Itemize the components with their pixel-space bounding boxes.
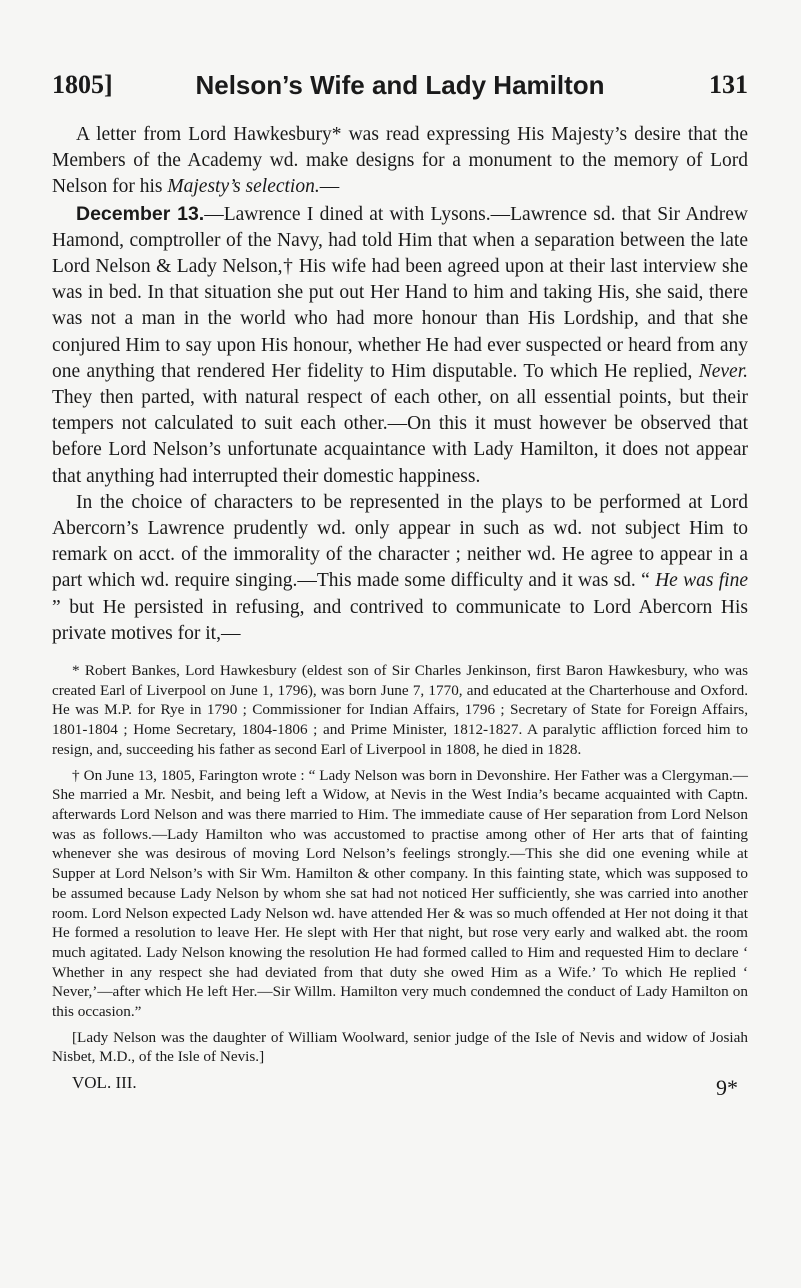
paragraph-3 [52, 490, 748, 647]
header-title: Nelson’s Wife and Lady Hamilton [195, 70, 605, 100]
paragraph-2 [52, 201, 748, 490]
paragraph-3-text: In the choice of characters to be represented in the plays to be performed at Lord Abercorn’s Lawrence prudently wd. only appear in such as wd. not subject Him to remark on acct. of the immorality of the character ; neither wd. He agree to appear in a part which wd. require singing.—This made some difficulty and it was sd. “ [52, 491, 748, 592]
signature-mark: 9* [716, 1075, 738, 1101]
paragraph-3-italic: He was fine [655, 570, 748, 592]
paragraph-1-text: A letter from Lord Hawkesbury* was read expressing His Majesty’s desire that the Members of the Academy wd. make designs for a monument to the memory of Lord Nelson for his [52, 124, 748, 198]
header-year: 1805] [52, 70, 113, 99]
page-footer [52, 1073, 748, 1103]
page-number: 131 [709, 70, 748, 99]
volume-label: VOL. III. [72, 1073, 137, 1093]
paragraph-1 [52, 122, 748, 201]
running-header [52, 70, 748, 110]
footnotes [52, 661, 748, 1067]
paragraph-2-end: They then parted, with natural respect of each other, on all essential points, but their tempers not calculated to suit each other.—On this it must however be observed that before Lord Nelson’s unfortunate acquaintance with Lady Hamilton, it does not appear that anything had interrupted their domestic happiness. [52, 387, 748, 487]
paragraph-1-italic: Majesty’s selection. [167, 176, 320, 198]
paragraph-2-text: —Lawrence I dined at with Lysons.—Lawrence sd. that Sir Andrew Hamond, comptroller of the Navy, had told Him that when a separation between the late Lord Nelson & Lady Nelson,† His wife had been agreed upon at their last interview she was in bed. In that situation she put out Her Hand to him and taking His, she said, there was not a man in the world who had more honour than His Lordship, and that she conjured Him to say upon His honour, whether He had ever suspected or heard from any one anything that rendered Her fidelity to Him disputable. To which He replied, [52, 203, 749, 382]
main-text [52, 122, 748, 647]
footnote-3: [Lady Nelson was the daughter of William Woolward, senior judge of the Isle of Nevis and widow of Josiah Nisbet, M.D., of the Isle of Nevis.] [52, 1028, 748, 1066]
paragraph-3-end: ” but He persisted in refusing, and contrived to communicate to Lord Abercorn His private motives for it,— [52, 596, 748, 644]
paragraph-2-italic: Never. [698, 360, 748, 382]
book-page [52, 70, 748, 1103]
footnote-1: * Robert Bankes, Lord Hawkesbury (eldest son of Sir Charles Jenkinson, first Baron Hawkesbury, who was created Earl of Liverpool on June 1, 1796), was born June 7, 1770, and educated at the Charterhouse and Oxford. He was M.P. for Rye in 1790 ; Commissioner for Indian Affairs, 1796 ; Secretary of State for Foreign Affairs, 1801-1804 ; Home Secretary, 1804-1806 ; and Prime Minister, 1812-1827. A paralytic affliction forced him to resign, and, succeeding his father as second Earl of Liverpool in 1808, he died in 1828. [52, 662, 748, 758]
diary-date: December 13. [76, 202, 205, 225]
paragraph-1-end: — [319, 176, 340, 198]
footnote-2: † On June 13, 1805, Farington wrote : “ Lady Nelson was born in Devonshire. Her Father was a Clergyman.—She married a Mr. Nesbit, and being left a Widow, at Nevis in the West India’s became acquainted with Captn. afterwards Lord Nelson and was there married to Him. The immediate cause of Her separation from Lord Nelson was as follows.—Lady Hamilton who was accustomed to practise among other of Her arts that of fainting whenever she was desirous of moving Lord Nelson’s feelings strongly.—This she did one evening while at Supper at Lord Nelson’s with Sir Wm. Hamilton & other company. In this fainting state, which was supposed to be assumed because Lady Nelson by whom she sat had not noticed Her sufficiently, she was carried into another room. Lord Nelson expected Lady Nelson wd. have attended Her & was so much offended at Her not doing it that He formed a resolution to leave Her. He slept with Her that night, but rose very early and walked abt. the room much agitated. Lady Nelson knowing the resolution He had formed called to Him and requested Him to declare ‘ Whether in any respect she had deviated from that duty she owed Him as a Wife.’ To which He replied ‘ Never,’—after which He left Her.—Sir Willm. Hamilton very much condemned the conduct of Lady Hamilton on this occasion.” [52, 766, 748, 1021]
